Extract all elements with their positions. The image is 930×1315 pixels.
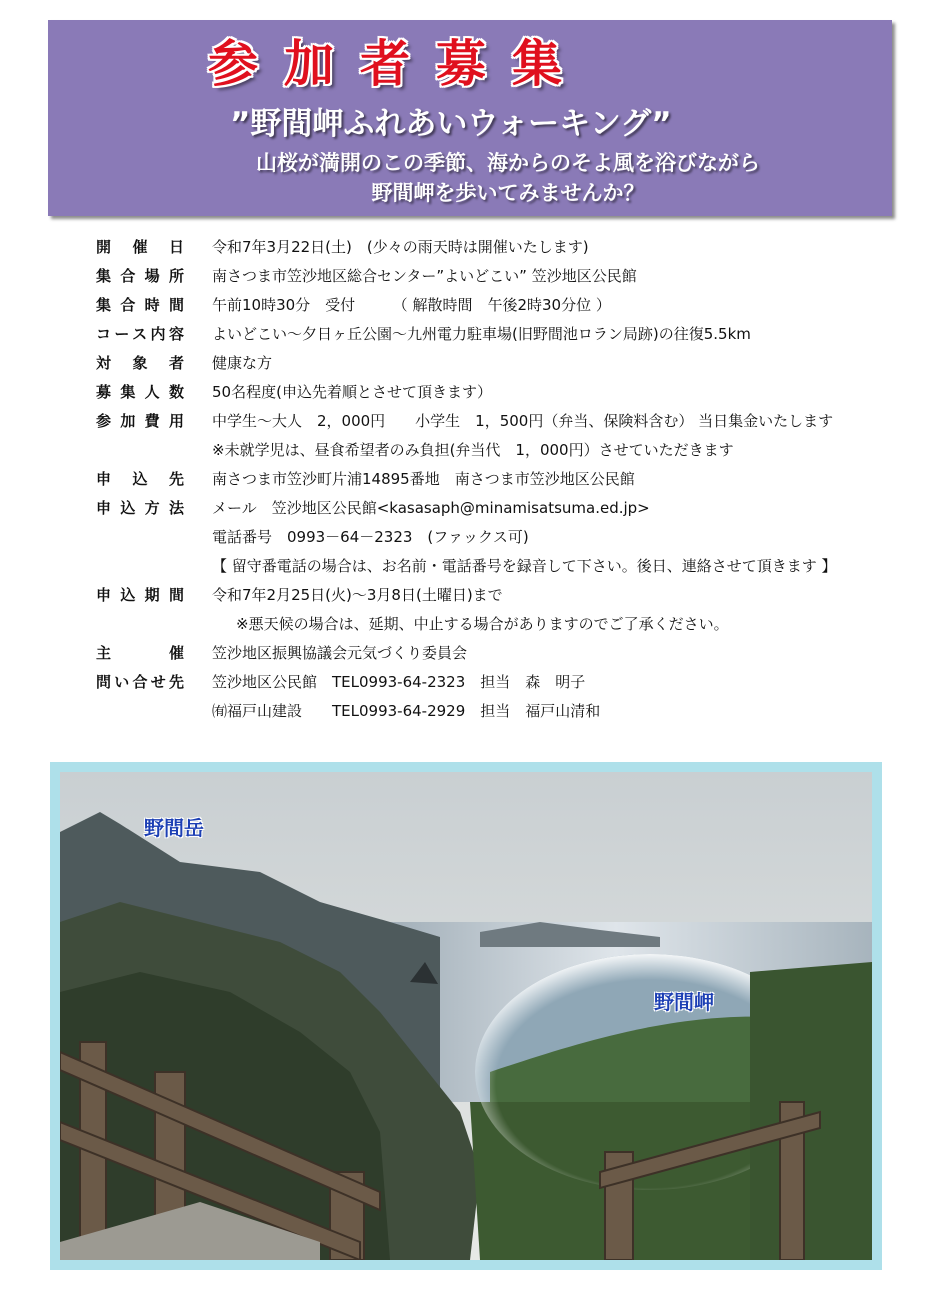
place-value: 南さつま市笠沙地区総合センター”よいどこい” 笠沙地区公民館 [212, 267, 637, 285]
lead-text [248, 148, 768, 208]
host-label: 主催 [96, 644, 184, 662]
fee-value: 中学生～大人 2，000円 小学生 1，500円（弁当、保険料含む） 当日集金いたします [212, 412, 834, 430]
place-label: 集合場所 [96, 267, 184, 285]
label-noma-dake: 野間岳 [144, 816, 204, 840]
row-course [96, 320, 896, 349]
row-contact [96, 668, 896, 697]
lead-line-2: 野間岬を歩いてみませんか？ [371, 181, 645, 205]
method-phone: 電話番号 0993－64－2323 (ファックス可) [212, 528, 529, 546]
row-method-phone [96, 523, 896, 552]
method-value: メール 笠沙地区公民館<kasasaph@minamisatsuma.ed.jp> [212, 499, 650, 517]
date-value: 令和7年3月22日(土) (少々の雨天時は開催いたします) [212, 238, 589, 256]
date-label: 開催日 [96, 238, 184, 256]
row-target [96, 349, 896, 378]
row-method-note [96, 552, 896, 581]
period-value: 令和7年2月25日(火)～3月8日(土曜日)まで [212, 586, 503, 604]
fee-label: 参加費用 [96, 412, 184, 430]
label-noma-misaki: 野間岬 [654, 990, 714, 1014]
row-period [96, 581, 896, 610]
row-host [96, 639, 896, 668]
course-label: コース内容 [96, 325, 184, 343]
apply-to-label: 申込先 [96, 470, 184, 488]
time-label: 集合時間 [96, 296, 184, 314]
row-fee [96, 407, 896, 436]
capacity-value: 50名程度(申込先着順とさせて頂きます） [212, 383, 492, 401]
fee-note: ※未就学児は、昼食希望者のみ負担(弁当代 1，000円）させていただきます [212, 441, 734, 459]
row-period-note [96, 610, 896, 639]
row-contact-2 [96, 697, 896, 726]
method-note: 【 留守番電話の場合は、お名前・電話番号を録音して下さい。後日、連絡させて頂きます 】 [212, 557, 837, 575]
host-value: 笠沙地区振興協議会元気づくり委員会 [212, 644, 468, 662]
coast-scene-image [60, 772, 872, 1260]
period-label: 申込期間 [96, 586, 184, 604]
event-name: ”野間岬ふれあいウォーキング” [230, 106, 672, 142]
period-note: ※悪天候の場合は、延期、中止する場合がありますのでご了承ください。 [236, 615, 729, 633]
event-details [96, 233, 896, 726]
target-label: 対象者 [96, 354, 184, 372]
contact-value-2: ㈲福戸山建設 TEL0993-64-2929 担当 福戸山清和 [212, 702, 601, 720]
course-value: よいどこい～夕日ヶ丘公園～九州電力駐車場(旧野間池ロラン局跡)の往復5.5km [212, 325, 751, 343]
contact-value-1: 笠沙地区公民館 TEL0993-64-2323 担当 森 明子 [212, 673, 586, 691]
row-capacity [96, 378, 896, 407]
page-title: 参加者募集 [208, 35, 588, 93]
row-time [96, 291, 896, 320]
photo-frame [50, 762, 882, 1270]
target-value: 健康な方 [212, 354, 273, 372]
capacity-label: 募集人数 [96, 383, 184, 401]
landscape-photo [60, 772, 872, 1260]
header-banner [48, 20, 892, 216]
contact-label: 問い合せ先 [96, 673, 184, 691]
apply-to-value: 南さつま市笠沙町片浦14895番地 南さつま市笠沙地区公民館 [212, 470, 635, 488]
method-label: 申込方法 [96, 499, 184, 517]
row-apply-to [96, 465, 896, 494]
row-date [96, 233, 896, 262]
lead-line-1: 山桜が満開のこの季節、海からのそよ風を浴びながら [256, 151, 760, 175]
row-method [96, 494, 896, 523]
row-place [96, 262, 896, 291]
time-value: 午前10時30分 受付 （ 解散時間 午後2時30分位 ） [212, 296, 611, 314]
row-fee-note [96, 436, 896, 465]
